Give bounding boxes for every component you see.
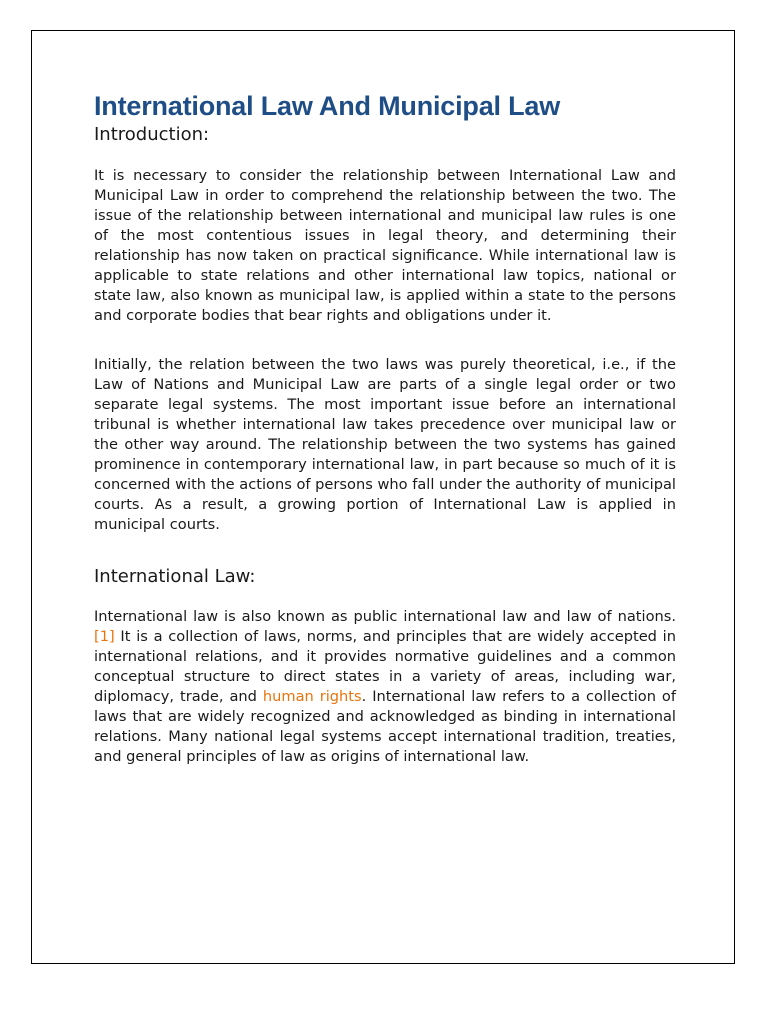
intro-paragraph-1: It is necessary to consider the relationship between International Law and Municipal Law in order to comprehend the relationship between the two. The issue of the relationship between international and municipal law rules is one of the most contentious issues in legal theory, and determining their relationship has now taken on practical significance. While international law is applicable to state relations and other international law topics, national or state law, also known as municipal law, is applied within a state to the persons and corporate bodies that bear rights and obligations under it. [94, 167, 676, 324]
paragraph-text-part-1: International law is also known as public international law and law of nations. [94, 608, 676, 625]
paragraph-text-part-3: . International law refers to a collection of laws that are widely recognized and acknowledged as binding in international relations. Many national legal systems accept international tradition, treaties, and general principles of law as origins of international law. [94, 688, 676, 765]
section-heading-international-law: International Law: [94, 566, 256, 587]
intro-paragraph-2: Initially, the relation between the two laws was purely theoretical, i.e., if the Law of Nations and Municipal Law are parts of a single legal order or two separate legal systems. The most important issue before an international tribunal is whether international law takes precedence over municipal law or the other way around. The relationship between the two systems has gained prominence in contemporary international law, in part because so much of it is concerned with the actions of persons who fall under the authority of municipal courts. As a result, a growing portion of International Law is applied in municipal courts. [94, 356, 676, 533]
document-title: International Law And Municipal Law [94, 91, 561, 121]
document-page [31, 30, 735, 964]
section-heading-introduction: Introduction: [94, 124, 210, 145]
paragraph-text-part-2: It is a collection of laws, norms, and principles that are widely accepted in international relations, and it provides normative guidelines and a common conceptual structure to direct states in a variety of areas, including war, diplomacy, trade, and [94, 628, 676, 705]
footnote-link[interactable]: [1] [94, 628, 115, 645]
international-law-paragraph [94, 607, 676, 767]
document-content [94, 89, 676, 767]
human-rights-link[interactable]: human rights [262, 688, 362, 705]
